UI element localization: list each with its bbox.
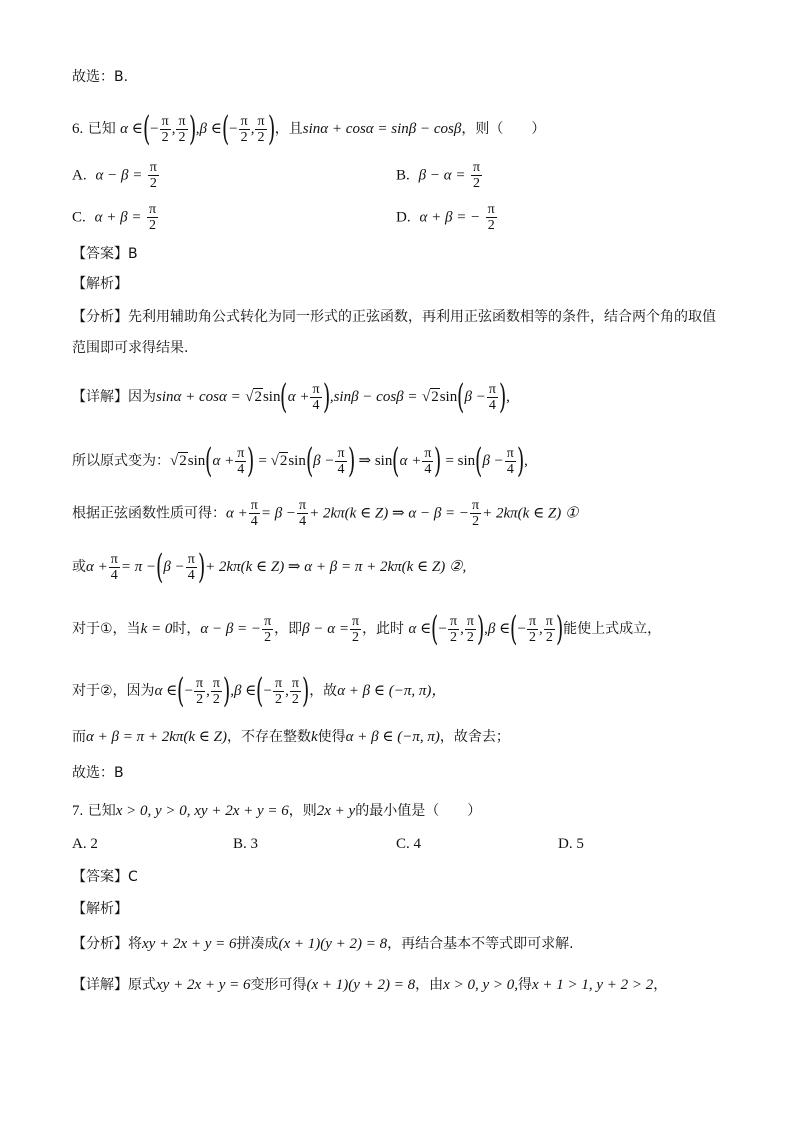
analysis-7-heading: 【解析】 xyxy=(72,901,128,917)
analysis-6-line1: 【分析】先利用辅助角公式转化为同一形式的正弦函数，再利用正弦函数相等的条件，结合两个角的取值 xyxy=(72,309,716,325)
math-alpha-in: α ∈ xyxy=(120,121,143,137)
math-minus: − xyxy=(150,121,159,137)
option-a: A. α − β = $\frac{\pi}{2}$ xyxy=(72,160,157,191)
stem-text: 已知 xyxy=(87,121,116,137)
detail-6-line6: 对于②，因为α ∈(− $\frac{\pi}{2}$ , $\frac{\pi}{2}$ ),β ∈(− $\frac{\pi}{2}$ , $\frac{\pi}{2}$ )，故α + β ∈ (−π, π)， xyxy=(72,671,447,711)
paren-close: ) xyxy=(188,109,196,149)
select-6: 故选：B xyxy=(72,765,124,781)
answer-7: 【答案】C xyxy=(72,869,138,885)
main-equation: sinα + cosα = sinβ − cosβ xyxy=(302,121,462,137)
analysis-6-heading: 【解析】 xyxy=(72,276,128,292)
detail-6-line2: 所以原式变为：√2sin(α + $\frac{\pi}{4}$ ) = √2sin(β − $\frac{\pi}{4}$ ) ⇒ sin(α + $\frac{\pi}{4}$ ) = sin(β − $\frac{\pi}{4}$ ), xyxy=(72,441,528,481)
option-c: C. α + β = $\frac{\pi}{2}$ xyxy=(72,202,157,233)
question-number: 6. xyxy=(72,121,84,137)
math-beta-in: ,β ∈ xyxy=(195,121,222,137)
detail-6-line3: 根据正弦函数性质可得：α + $\frac{\pi}{4}$ = β − $\frac{\pi}{4}$ + 2kπ(k ∈ Z) ⇒ α − β = − $\frac{\pi}{2}$ + 2kπ(k ∈ Z) ① xyxy=(72,498,579,529)
answer-6: 【答案】B xyxy=(72,246,138,262)
question-6-stem: 6. 已知 α ∈(− $\frac{\pi}{2}$ , $\frac{\pi}{2}$ ),β ∈(− $\frac{\pi}{2}$ , $\frac{\pi}{2}$ )，且sinα + cosα = sinβ − cosβ，则（ ） xyxy=(72,109,546,149)
analysis-6-line2: 范围即可求得结果. xyxy=(72,340,189,356)
question-7-stem: 7. 已知x > 0, y > 0, xy + 2x + y = 6，则2x + y的最小值是（ ） xyxy=(72,803,482,819)
q7-option-c: C. 4 xyxy=(396,836,422,852)
detail-6-line4: 或α + $\frac{\pi}{4}$ = π −(β − $\frac{\pi}{4}$ )+ 2kπ(k ∈ Z) ⇒ α + β = π + 2kπ(k ∈ Z) ②, xyxy=(72,547,467,587)
sqrt-2: √2 xyxy=(245,389,262,405)
q7-option-b: B. 3 xyxy=(233,836,259,852)
fraction-pi-over-2: $\frac{\pi}{2}$ xyxy=(161,113,169,145)
option-d: D. α + β = − $\frac{\pi}{2}$ xyxy=(396,202,495,233)
detail-6-line5: 对于①，当k = 0时，α − β = − $\frac{\pi}{2}$ ，即β − α = $\frac{\pi}{2}$ ，此时 α ∈(− $\frac{\pi}{2}$ , $\frac{\pi}{2}$ ),β ∈(− $\frac{\pi}{2}$ , $\frac{\pi}{2}$ )能使上式成立， xyxy=(72,609,662,649)
option-b: B. β − α = $\frac{\pi}{2}$ xyxy=(396,160,481,191)
paren-open: ( xyxy=(142,109,151,149)
detail-6-line7: 而α + β = π + 2kπ(k ∈ Z)，不存在整数k使得α + β ∈ (−π, π)，故舍去； xyxy=(72,729,510,745)
detail-7-line: 【详解】原式xy + 2x + y = 6变形可得(x + 1)(y + 2) = 8，由x > 0, y > 0,得x + 1 > 1, y + 2 > 2， xyxy=(72,977,668,993)
fraction-pi-over-2: $\frac{\pi}{2}$ xyxy=(178,113,186,145)
prev-answer-line: 故选：B. xyxy=(72,69,129,85)
detail-6-line1: 【详解】因为sinα + cosα = √2sin(α + $\frac{\pi}{4}$ ),sinβ − cosβ = √2sin(β − $\frac{\pi}{4}$ ), xyxy=(72,377,510,417)
q7-option-d: D. 5 xyxy=(558,836,584,852)
q7-option-a: A. 2 xyxy=(72,836,98,852)
analysis-7-line: 【分析】将xy + 2x + y = 6拼凑成(x + 1)(y + 2) = 8，再结合基本不等式即可求解. xyxy=(72,936,574,952)
